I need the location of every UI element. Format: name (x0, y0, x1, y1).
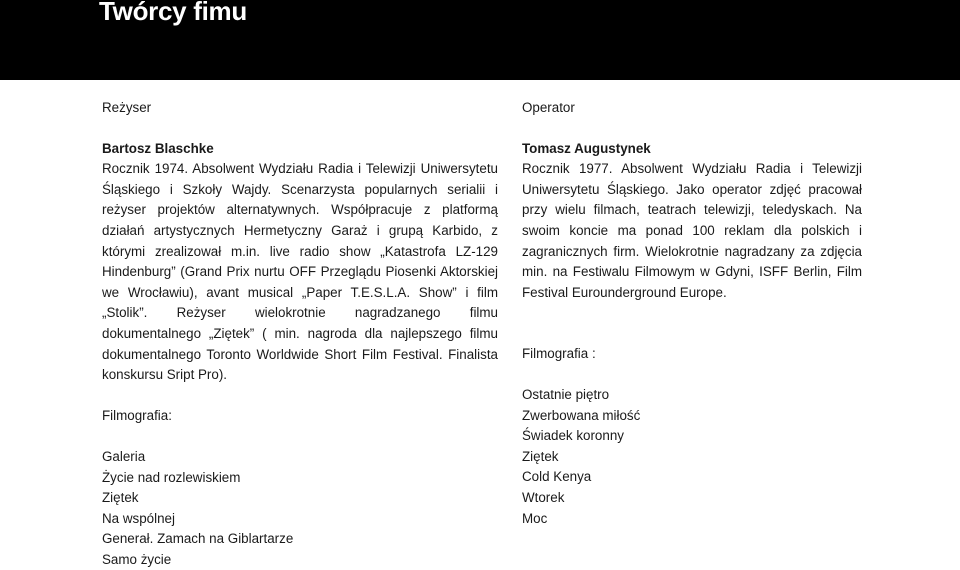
director-bio: Rocznik 1974. Absolwent Wydziału Radia i Telewizji Uniwersytetu Śląskiego i Szkoły Wajdy. Scenarzysta popularnych serialii i reżyser projektów alternatywnych. Współpracuje z platformą działań artystycznych Hermetyczny Garaż i grupą Karbido, z którymi zrealizował m.in. live radio show „Katastrofa LZ-129 Hindenburg” (Grand Prix nurtu OFF Przeglądu Piosenki Aktorskiej we Wrocławiu), avant musical „Paper T.E.S.L.A. Show” i film „Stolik”. Reżyser wielokrotnie nagradzanego filmu dokumentalnego „Ziętek” ( min. nagroda dla najlepszego filmu dokumentalnego Toronto Worldwide Short Film Festival. Finalista konskursu Sript Pro). (102, 161, 498, 383)
list-item: Ostatnie piętro (522, 386, 610, 402)
director-filmography-list (102, 447, 498, 570)
page-title: Twórcy fimu (99, 0, 247, 26)
list-item: Ziętek (522, 448, 559, 464)
operator-column (522, 98, 862, 529)
operator-filmography-list (522, 385, 862, 529)
director-name: Bartosz Blaschke (102, 140, 214, 156)
list-item: Generał. Zamach na Giblartarze (102, 531, 294, 547)
header-bar (0, 0, 960, 80)
list-item: Zwerbowana miłość (522, 407, 641, 423)
list-item: Galeria (102, 448, 146, 464)
director-role-label: Reżyser (102, 100, 152, 115)
list-item: Moc (522, 510, 548, 526)
list-item: Na wspólnej (102, 510, 175, 526)
operator-role-label: Operator (522, 100, 575, 115)
list-item: Ziętek (102, 490, 139, 506)
director-filmography-label: Filmografia: (102, 407, 172, 423)
operator-filmography-label: Filmografia : (522, 346, 596, 362)
list-item: Cold Kenya (522, 469, 592, 485)
list-item: Wtorek (522, 489, 565, 505)
operator-bio: Rocznik 1977. Absolwent Wydziału Radia i Telewizji Uniwersytetu Śląskiego. Jako operator zdjęć pracował przy wielu filmach, teatrach telewizji, teledyskach. Na swoim koncie ma ponad 100 reklam dla polskich i zagranicznych firm. Wielokrotnie nagradzany za zdjęcia min. na Festiwalu Filmowym w Gdyni, ISFF Berlin, Film Festival Eurounderground Europe. (522, 161, 862, 300)
list-item: Samo życie (102, 551, 172, 567)
operator-name: Tomasz Augustynek (522, 140, 651, 156)
list-item: Życie nad rozlewiskiem (102, 469, 241, 485)
list-item: Świadek koronny (522, 428, 624, 444)
director-column (102, 98, 498, 570)
